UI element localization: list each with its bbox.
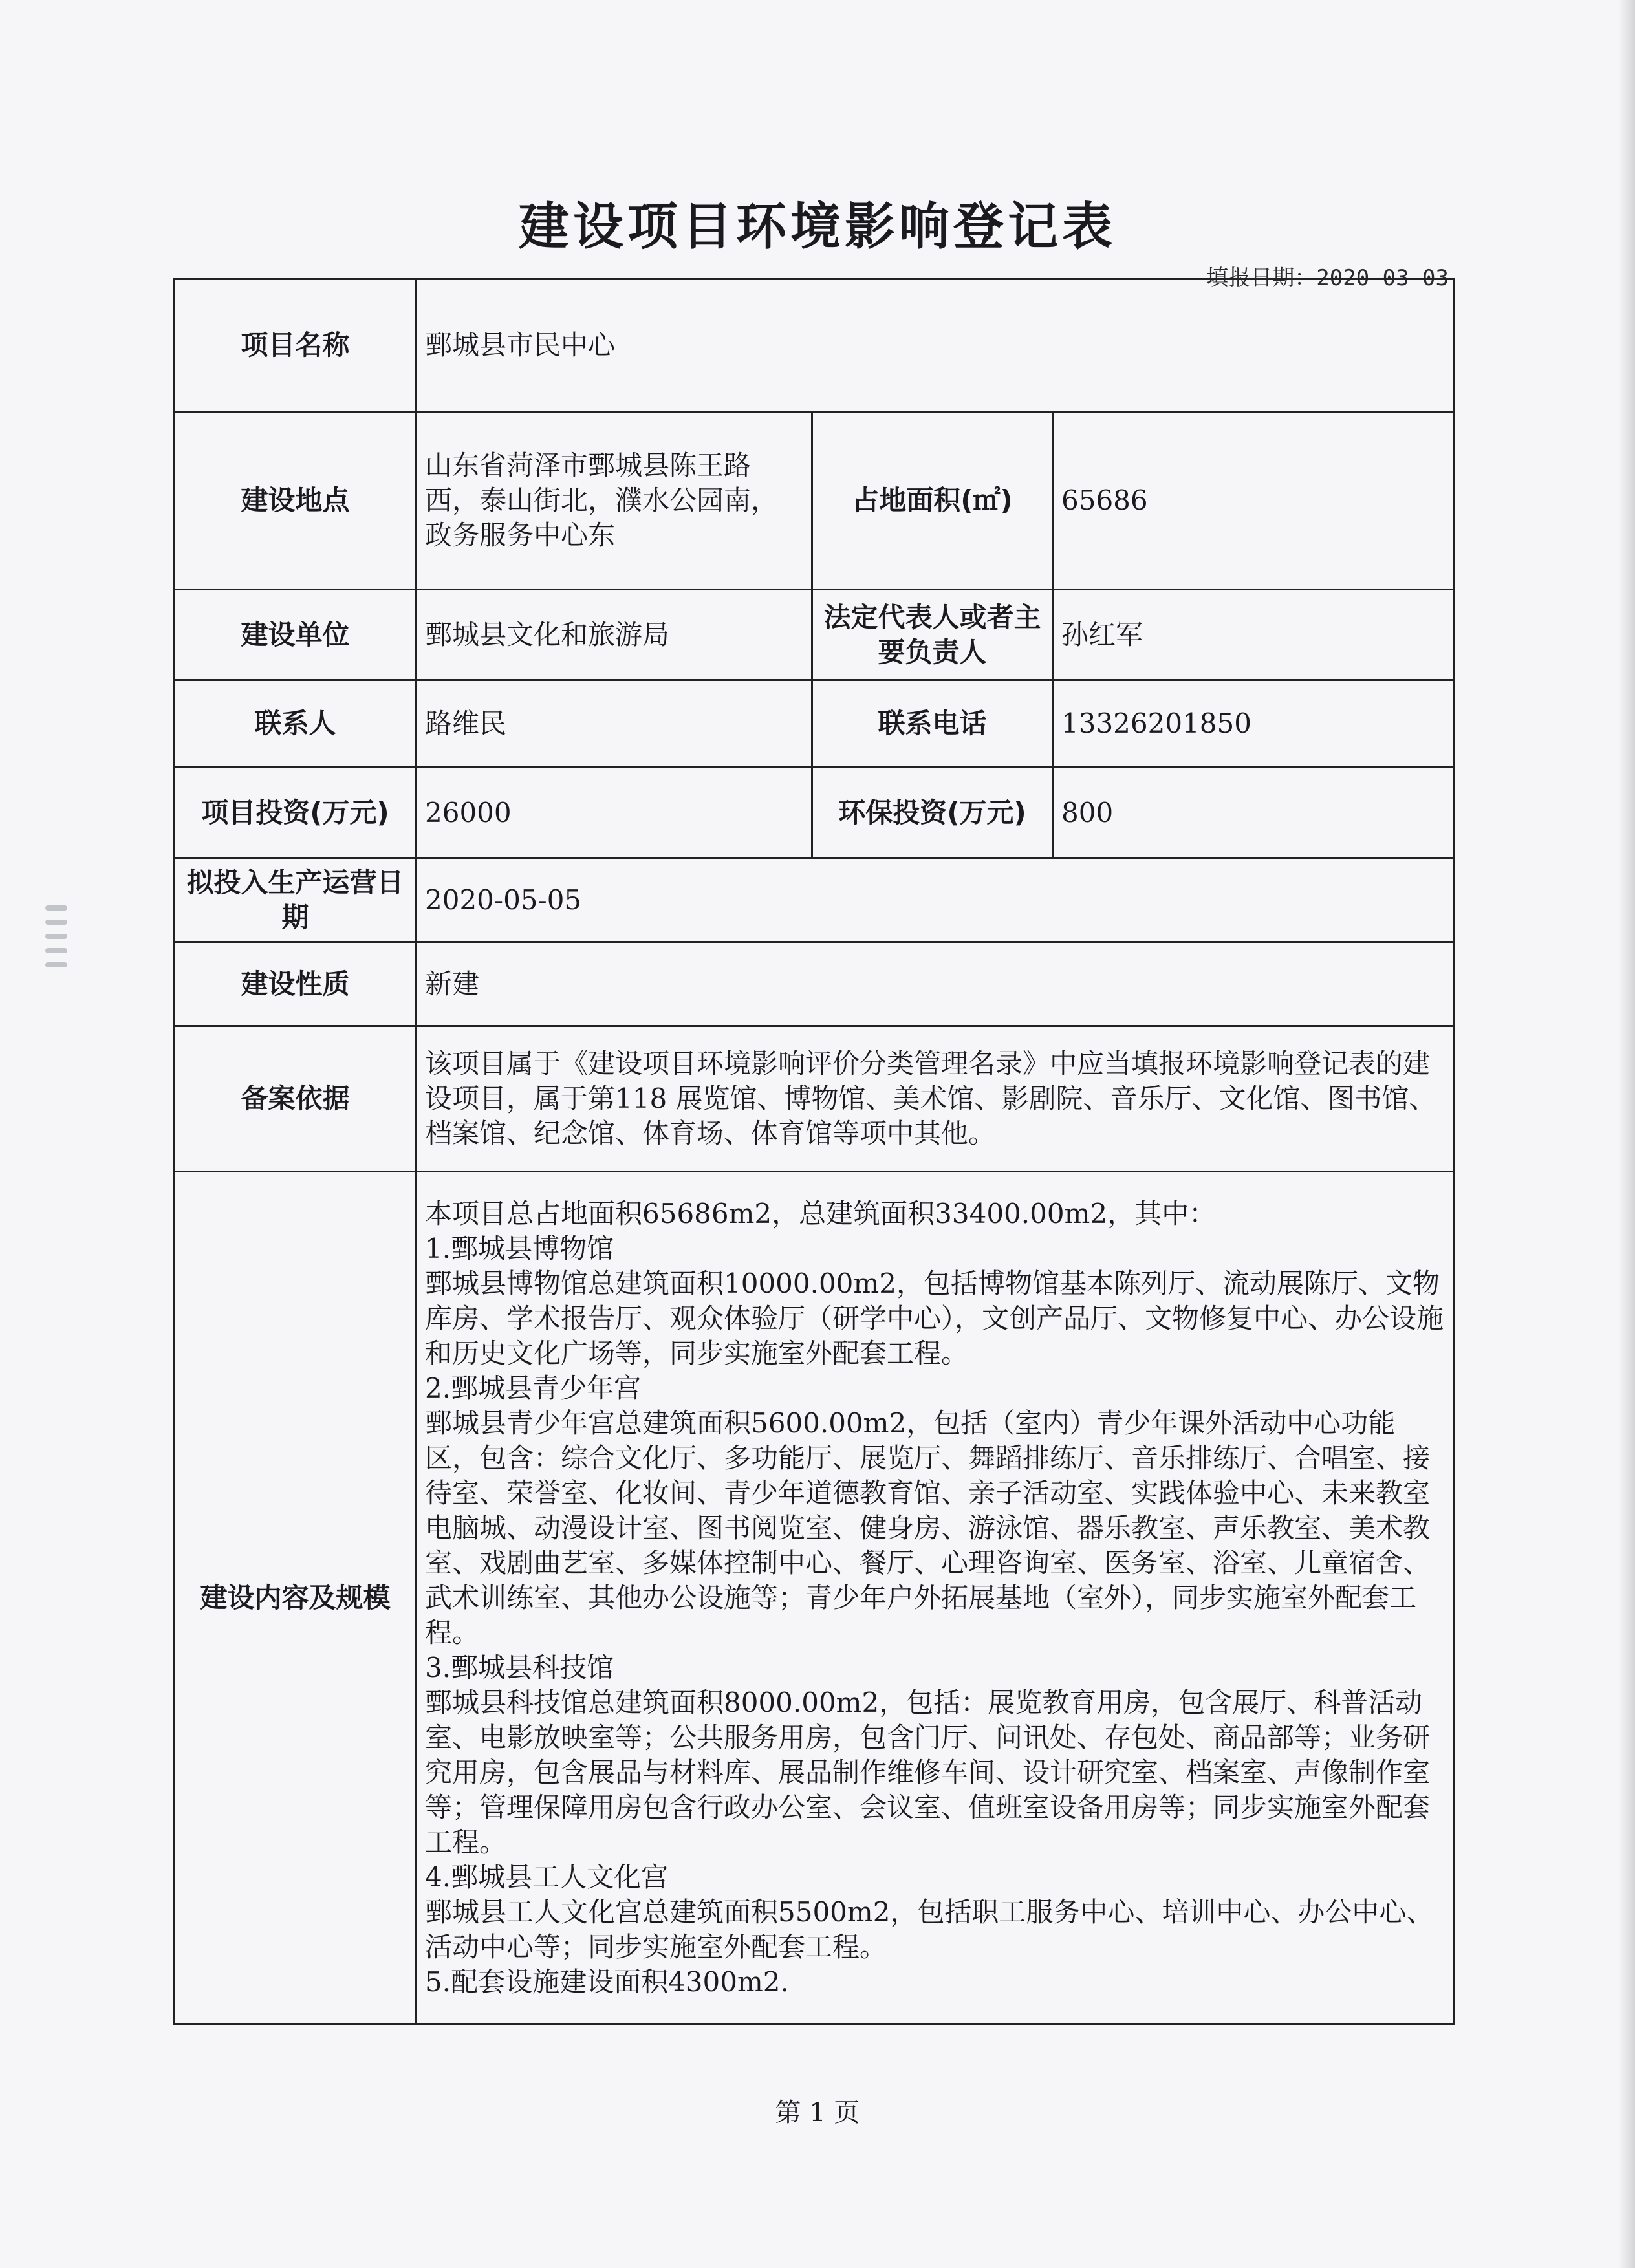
label-contact: 联系人	[175, 680, 417, 768]
binding-marks	[45, 905, 67, 977]
content-paragraph: 本项目总占地面积65686m2，总建筑面积33400.00m2，其中：	[425, 1197, 1217, 1229]
content-paragraph: 鄄城县科技馆总建筑面积8000.00m2，包括：展览教育用房，包含展厅、科普活动室、电影放映室等；公共服务用房，包含门厅、问讯处、存包处、商品部等；业务研究用房，包含展品与材料库、展品制作维修车间、设计研究室、档案室、声像制作室等；管理保障用房包含行政办公室、会议室、值班室设备用房等；同步实施室外配套工程。	[425, 1686, 1431, 1858]
value-basis: 该项目属于《建设项目环境影响评价分类管理名录》中应当填报环境影响登记表的建设项目，属于第118 展览馆、博物馆、美术馆、影剧院、音乐厅、文化馆、图书馆、档案馆、纪念馆、体育场、体育馆等项中其他。	[417, 1026, 1454, 1172]
label-unit: 建设单位	[175, 590, 417, 680]
value-contact: 路维民	[417, 680, 812, 768]
row-nature	[175, 942, 1454, 1026]
row-project-name	[175, 279, 1454, 412]
row-unit	[175, 590, 1454, 680]
row-content	[175, 1172, 1454, 2024]
value-env-investment: 800	[1053, 768, 1454, 858]
value-legal-rep: 孙红军	[1053, 590, 1454, 680]
row-contact	[175, 680, 1454, 768]
value-phone: 13326201850	[1053, 680, 1454, 768]
label-location: 建设地点	[175, 412, 417, 590]
row-basis	[175, 1026, 1454, 1172]
value-nature: 新建	[417, 942, 1454, 1026]
value-investment: 26000	[417, 768, 812, 858]
label-basis: 备案依据	[175, 1026, 417, 1172]
label-env-investment: 环保投资(万元)	[812, 768, 1053, 858]
fill-date: 填报日期：2020-03-03	[1206, 265, 1449, 291]
row-location	[175, 412, 1454, 590]
content-paragraph: 鄄城县工人文化宫总建筑面积5500m2，包括职工服务中心、培训中心、办公中心、活动中心等；同步实施室外配套工程。	[425, 1895, 1434, 1963]
value-area: 65686	[1053, 412, 1454, 590]
content-heading-science-museum: 3.鄄城县科技馆	[425, 1651, 614, 1683]
document-title: 建设项目环境影响登记表	[518, 198, 1116, 256]
label-project-name: 项目名称	[175, 279, 417, 412]
content-heading-workers-palace: 4.鄄城县工人文化宫	[425, 1861, 669, 1893]
content-heading-facilities: 5.配套设施建设面积4300m2.	[425, 1965, 789, 1998]
registration-form-table	[173, 278, 1455, 2025]
label-operation-date: 拟投入生产运营日期	[175, 858, 417, 942]
label-content: 建设内容及规模	[175, 1172, 417, 2024]
content-heading-museum: 1.鄄城县博物馆	[425, 1232, 614, 1264]
value-content	[417, 1172, 1454, 2024]
label-legal-rep: 法定代表人或者主要负责人	[812, 590, 1053, 680]
value-operation-date: 2020-05-05	[417, 858, 1454, 942]
label-area: 占地面积(㎡)	[812, 412, 1053, 590]
value-project-name: 鄄城县市民中心	[417, 279, 1454, 412]
value-location: 山东省菏泽市鄄城县陈王路西，泰山街北，濮水公园南，政务服务中心东	[417, 412, 812, 590]
label-phone: 联系电话	[812, 680, 1053, 768]
content-paragraph: 鄄城县博物馆总建筑面积10000.00m2，包括博物馆基本陈列厅、流动展陈厅、文物库房、学术报告厅、观众体验厅（研学中心），文创产品厅、文物修复中心、办公设施和历史文化广场等，同步实施室外配套工程。	[425, 1267, 1444, 1369]
row-investment	[175, 768, 1454, 858]
page-edge-shadow	[1618, 0, 1635, 2268]
content-paragraph: 鄄城县青少年宫总建筑面积5600.00m2，包括（室内）青少年课外活动中心功能区，包含：综合文化厅、多功能厅、展览厅、舞蹈排练厅、音乐排练厅、合唱室、接待室、荣誉室、化妆间、青少年道德教育馆、亲子活动室、实践体验中心、未来教室电脑城、动漫设计室、图书阅览室、健身房、游泳馆、器乐教室、声乐教室、美术教室、戏剧曲艺室、多媒体控制中心、餐厅、心理咨询室、医务室、浴室、儿童宿舍、武术训练室、其他办公设施等；青少年户外拓展基地（室外），同步实施室外配套工程。	[425, 1407, 1431, 1648]
value-unit: 鄄城县文化和旅游局	[417, 590, 812, 680]
content-heading-youth-palace: 2.鄄城县青少年宫	[425, 1372, 642, 1404]
page-number: 第 1 页	[775, 2098, 860, 2128]
label-investment: 项目投资(万元)	[175, 768, 417, 858]
row-operation-date	[175, 858, 1454, 942]
label-nature: 建设性质	[175, 942, 417, 1026]
